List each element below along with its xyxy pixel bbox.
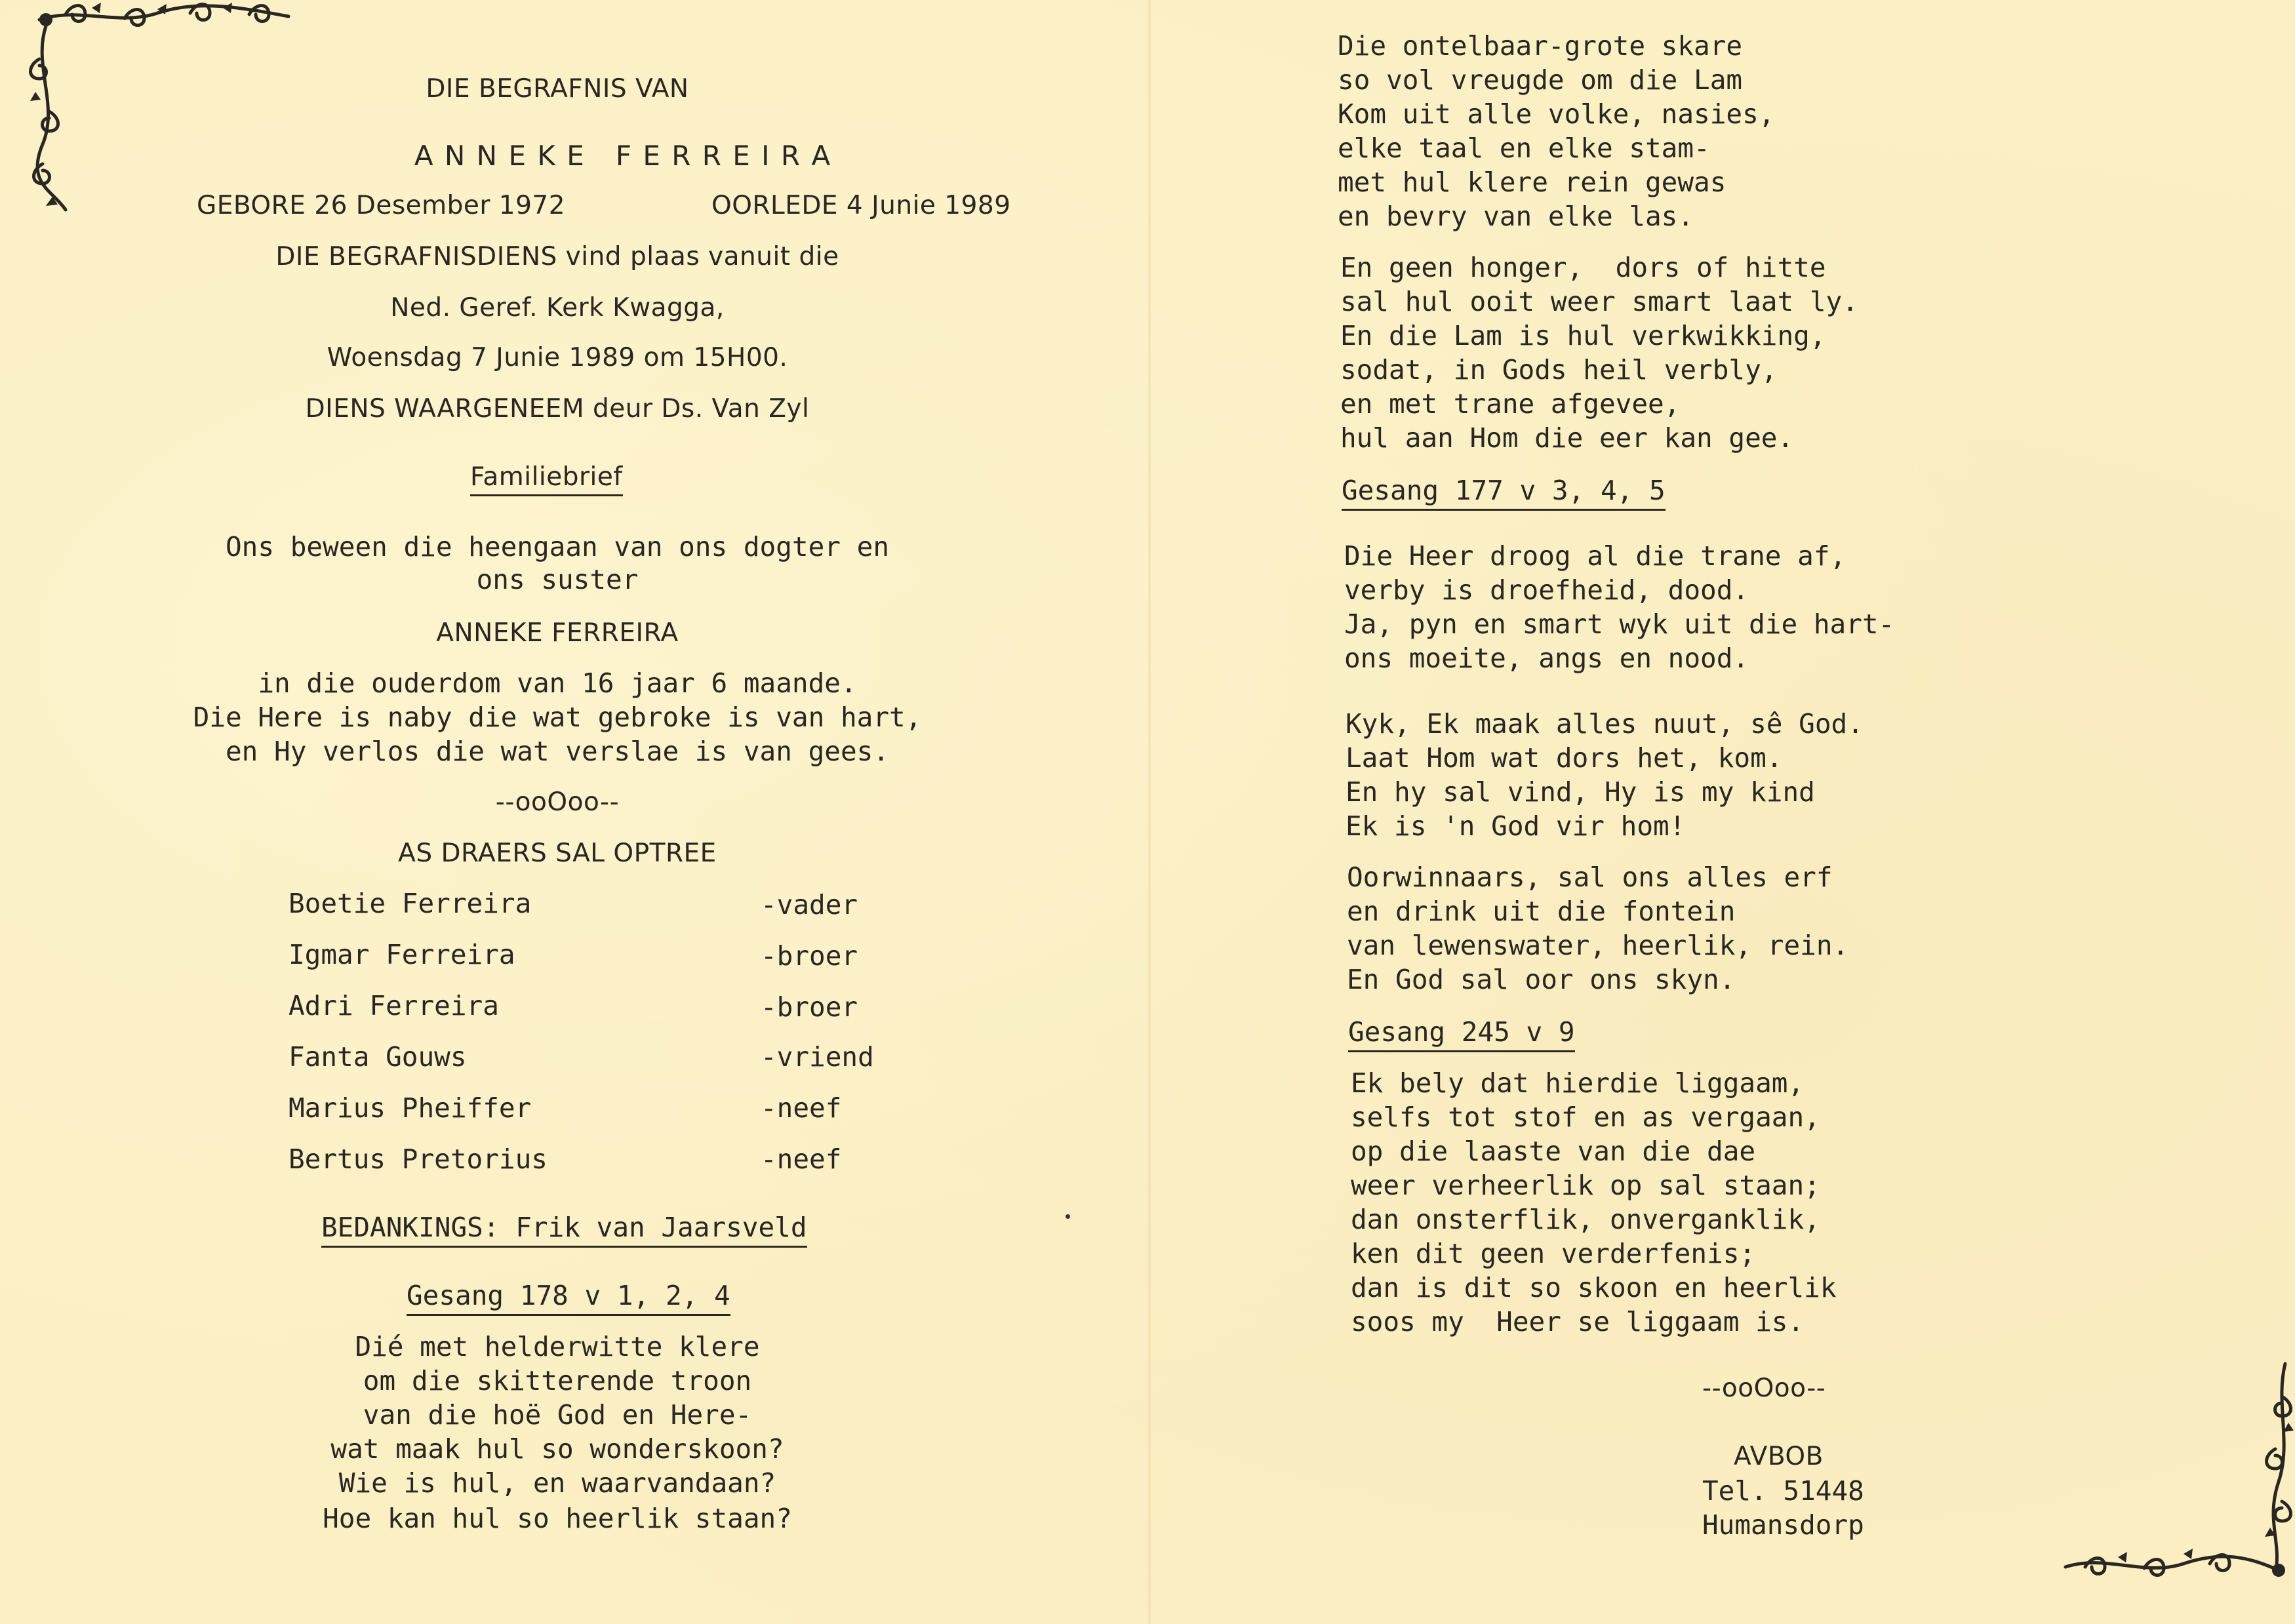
- verse-line: En geen honger, dors of hitte: [1340, 252, 1826, 283]
- verse-line: En God sal oor ons skyn.: [1347, 964, 1736, 995]
- verse-line: ons moeite, angs en nood.: [1344, 643, 1749, 674]
- pallbearer-relation: -neef: [761, 1143, 842, 1175]
- divider-left: --ooOoo--: [495, 787, 620, 817]
- verse-line: van lewenswater, heerlik, rein.: [1347, 930, 1849, 961]
- verse-line: Laat Hom wat dors het, kom.: [1346, 742, 1783, 774]
- verse-line: sal hul ooit weer smart laat ly.: [1340, 286, 1858, 317]
- verse-line: en met trane afgevee,: [1340, 388, 1681, 420]
- verse-line: ken dit geen verderfenis;: [1351, 1238, 1756, 1269]
- verse-line: Dié met helderwitte klere: [355, 1331, 760, 1362]
- verse-line: en bevry van elke las.: [1338, 201, 1694, 232]
- center-fold: [1148, 0, 1151, 1624]
- verse-line: elke taal en elke stam-: [1338, 132, 1710, 164]
- thanks-line: BEDANKINGS: Frik van Jaarsveld: [321, 1210, 807, 1244]
- verse-line: dan is dit so skoon en heerlik: [1351, 1272, 1837, 1303]
- verse-line: wat maak hul so wonderskoon?: [330, 1433, 784, 1465]
- verse-line: sodat, in Gods heil verbly,: [1340, 354, 1778, 386]
- verse-line: Oorwinnaars, sal ons alles erf: [1347, 862, 1833, 893]
- family-letter-heading: Familiebrief: [470, 460, 623, 494]
- pallbearer-name: Fanta Gouws: [289, 1041, 467, 1073]
- death-date: OORLEDE 4 Junie 1989: [711, 191, 1011, 220]
- verse-line: Die Heer droog al die trane af,: [1344, 540, 1846, 572]
- hymn-heading-245: Gesang 245 v 9: [1348, 1015, 1575, 1049]
- family-letter-line-5: en Hy verlos die wat verslae is van gees.: [225, 736, 890, 767]
- undertaker-town: Humansdorp: [1702, 1509, 1864, 1541]
- verse-line: op die laaste van die dae: [1351, 1136, 1756, 1167]
- verse-line: Ek bely dat hierdie liggaam,: [1351, 1067, 1805, 1099]
- pallbearer-name: Igmar Ferreira: [289, 939, 515, 970]
- verse-line: om die skitterende troon: [363, 1365, 752, 1396]
- verse-line: Ek is 'n God vir hom!: [1346, 810, 1686, 842]
- pallbearer-relation: -broer: [761, 991, 858, 1023]
- verse-line: Kyk, Ek maak alles nuut, sê God.: [1346, 708, 1864, 740]
- funeral-title: DIE BEGRAFNIS VAN: [426, 74, 689, 104]
- verse-line: en drink uit die fontein: [1347, 896, 1736, 927]
- family-letter-name: ANNEKE FERREIRA: [436, 618, 679, 648]
- undertaker-phone: Tel. 51448: [1702, 1475, 1864, 1507]
- ink-speck: [1066, 1214, 1070, 1219]
- verse-line: hul aan Hom die eer kan gee.: [1340, 422, 1794, 454]
- verse-line: Wie is hul, en waarvandaan?: [338, 1467, 776, 1499]
- verse-line: Ja, pyn en smart wyk uit die hart-: [1344, 608, 1895, 640]
- pallbearer-relation: -vriend: [761, 1041, 874, 1073]
- verse-line: En die Lam is hul verkwikking,: [1340, 320, 1826, 351]
- verse-line: van die hoë God en Here-: [363, 1399, 752, 1431]
- family-letter-line-4: Die Here is naby die wat gebroke is van hart,: [193, 702, 922, 733]
- service-line-3: Woensdag 7 Junie 1989 om 15H00.: [327, 343, 788, 372]
- pallbearer-name: Marius Pheiffer: [289, 1092, 532, 1124]
- service-line-1: DIE BEGRAFNISDIENS vind plaas vanuit die: [275, 242, 839, 271]
- verse-line: verby is droefheid, dood.: [1344, 574, 1749, 606]
- verse-line: met hul klere rein gewas: [1338, 167, 1726, 198]
- verse-line: so vol vreugde om die Lam: [1338, 64, 1743, 96]
- pallbearer-relation: -neef: [761, 1092, 842, 1124]
- pallbearers-heading: AS DRAERS SAL OPTREE: [398, 839, 717, 868]
- pallbearer-name: Bertus Pretorius: [289, 1143, 548, 1175]
- verse-line: selfs tot stof en as vergaan,: [1351, 1101, 1820, 1133]
- family-letter-line-2: ons suster: [476, 564, 639, 595]
- corner-ornament-bottom-right-icon: [2059, 1357, 2295, 1587]
- family-letter-line-1: Ons beween die heengaan van ons dogter en: [225, 531, 890, 563]
- verse-line: dan onsterflik, onverganklik,: [1351, 1204, 1820, 1235]
- verse-line: Die ontelbaar-grote skare: [1338, 30, 1743, 62]
- service-line-4: DIENS WAARGENEEM deur Ds. Van Zyl: [305, 394, 810, 424]
- birth-date: GEBORE 26 Desember 1972: [197, 191, 566, 220]
- pallbearer-relation: -broer: [761, 940, 858, 972]
- verse-line: Kom uit alle volke, nasies,: [1338, 98, 1775, 130]
- pallbearer-name: Boetie Ferreira: [289, 888, 532, 919]
- verse-line: weer verheerlik op sal staan;: [1351, 1170, 1820, 1201]
- verse-line: En hy sal vind, Hy is my kind: [1346, 776, 1815, 808]
- verse-line: Hoe kan hul so heerlik staan?: [323, 1503, 792, 1534]
- hymn-heading-left: Gesang 178 v 1, 2, 4: [407, 1278, 730, 1313]
- hymn-heading-177: Gesang 177 v 3, 4, 5: [1342, 473, 1666, 507]
- divider-right: --ooOoo--: [1702, 1374, 1826, 1403]
- verse-line: soos my Heer se liggaam is.: [1351, 1306, 1805, 1337]
- corner-ornament-top-left-icon: [26, 0, 302, 216]
- pallbearer-name: Adri Ferreira: [289, 990, 499, 1021]
- family-letter-line-3: in die ouderdom van 16 jaar 6 maande.: [258, 667, 857, 699]
- service-line-2: Ned. Geref. Kerk Kwagga,: [390, 293, 725, 323]
- pallbearer-relation: -vader: [761, 889, 858, 921]
- deceased-name-heading: A N N E K E F E R R E I R A: [414, 140, 832, 172]
- undertaker-name: AVBOB: [1734, 1442, 1824, 1471]
